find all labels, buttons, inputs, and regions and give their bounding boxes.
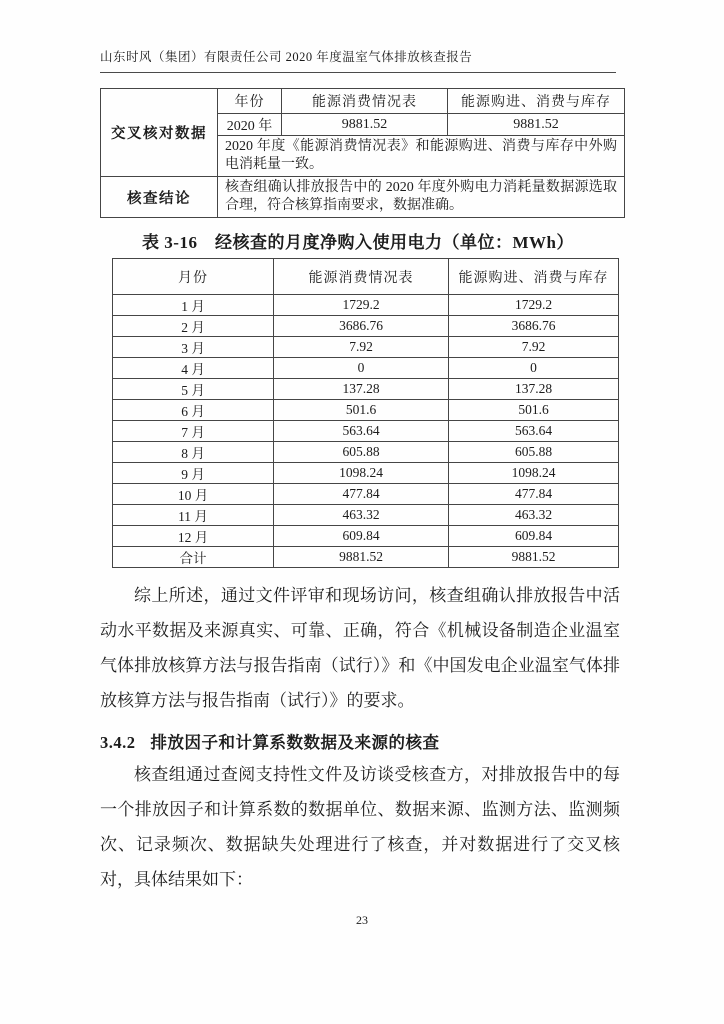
- table-row: [113, 526, 619, 547]
- cross-check-note: 2020 年度《能源消费情况表》和能源购进、消费与库存中外购电消耗量一致。: [218, 136, 625, 177]
- value-cell: 605.88: [274, 442, 449, 463]
- table-row: [113, 295, 619, 316]
- value-cell: 1729.2: [274, 295, 449, 316]
- page-header: [100, 47, 616, 73]
- month-cell: 7 月: [113, 421, 274, 442]
- table-row: [113, 379, 619, 400]
- month-cell: 5 月: [113, 379, 274, 400]
- value-cell: 0: [274, 358, 449, 379]
- table-row: [101, 89, 625, 114]
- monthly-table-title: 表 3-16 经核查的月度净购入使用电力（单位：MWh）: [142, 233, 574, 252]
- value-cell: 463.32: [449, 505, 619, 526]
- month-cell: 6 月: [113, 400, 274, 421]
- column-header-energy-report: 能源消费情况表: [282, 89, 448, 114]
- table-header-row: [113, 259, 619, 295]
- table-row: [113, 463, 619, 484]
- column-header-year: 年份: [218, 89, 282, 114]
- total-row: [113, 547, 619, 568]
- section-number: 3.4.2: [100, 733, 136, 752]
- value-cell: 3686.76: [449, 316, 619, 337]
- purchase-value-cell: 9881.52: [448, 114, 625, 136]
- month-cell: 10 月: [113, 484, 274, 505]
- month-cell: 9 月: [113, 463, 274, 484]
- total-label-cell: 合计: [113, 547, 274, 568]
- section-title: 排放因子和计算系数数据及来源的核查: [150, 733, 440, 752]
- value-cell: 477.84: [449, 484, 619, 505]
- month-cell: 12 月: [113, 526, 274, 547]
- value-cell: 1729.2: [449, 295, 619, 316]
- value-cell: 501.6: [449, 400, 619, 421]
- value-cell: 7.92: [274, 337, 449, 358]
- value-cell: 563.64: [449, 421, 619, 442]
- total-value-cell: 9881.52: [274, 547, 449, 568]
- table-row: [113, 484, 619, 505]
- conclusion-label: 核查结论: [101, 177, 218, 218]
- value-cell: 609.84: [274, 526, 449, 547]
- table-row: [113, 442, 619, 463]
- month-cell: 1 月: [113, 295, 274, 316]
- conclusion-text: 核查组确认排放报告中的 2020 年度外购电力消耗量数据源选取合理，符合核算指南要求，数据准确。: [218, 177, 625, 218]
- table-row: [113, 505, 619, 526]
- year-cell: 2020 年: [218, 114, 282, 136]
- page-number: 23: [356, 913, 368, 927]
- column-header-energy-report: 能源消费情况表: [274, 259, 449, 295]
- section-heading: [100, 729, 620, 753]
- table-row: [101, 177, 625, 218]
- cross-check-section-label: 交叉核对数据: [101, 89, 218, 177]
- value-cell: 463.32: [274, 505, 449, 526]
- table-row: [113, 400, 619, 421]
- table-row: [113, 316, 619, 337]
- total-value-cell: 9881.52: [449, 547, 619, 568]
- factors-paragraph: 核查组通过查阅支持性文件及访谈受核查方，对排放报告中的每一个排放因子和计算系数的数据单位、数据来源、监测方法、监测频次、记录频次、数据缺失处理进行了核查，并对数据进行了交叉核对，具体结果如下：: [100, 765, 620, 889]
- table-row: [113, 337, 619, 358]
- header-title: 山东时风（集团）有限责任公司 2020 年度温室气体排放核查报告: [100, 50, 473, 64]
- column-header-purchase: 能源购进、消费与库存: [448, 89, 625, 114]
- month-cell: 3 月: [113, 337, 274, 358]
- month-cell: 2 月: [113, 316, 274, 337]
- value-cell: 7.92: [449, 337, 619, 358]
- month-cell: 11 月: [113, 505, 274, 526]
- value-cell: 609.84: [449, 526, 619, 547]
- value-cell: 501.6: [274, 400, 449, 421]
- value-cell: 563.64: [274, 421, 449, 442]
- value-cell: 1098.24: [274, 463, 449, 484]
- value-cell: 1098.24: [449, 463, 619, 484]
- column-header-month: 月份: [113, 259, 274, 295]
- cross-check-table: [100, 88, 625, 218]
- monthly-electricity-table: [112, 258, 619, 568]
- value-cell: 605.88: [449, 442, 619, 463]
- column-header-purchase: 能源购进、消费与库存: [449, 259, 619, 295]
- month-cell: 8 月: [113, 442, 274, 463]
- value-cell: 3686.76: [274, 316, 449, 337]
- value-cell: 477.84: [274, 484, 449, 505]
- value-cell: 137.28: [274, 379, 449, 400]
- month-cell: 4 月: [113, 358, 274, 379]
- energy-report-value-cell: 9881.52: [282, 114, 448, 136]
- table-row: [113, 358, 619, 379]
- summary-paragraph: 综上所述，通过文件评审和现场访问，核查组确认排放报告中活动水平数据及来源真实、可靠、正确，符合《机械设备制造企业温室气体排放核算方法与报告指南（试行）》和《中国发电企业温室气体排放核算方法与报告指南（试行）》的要求。: [100, 586, 620, 710]
- value-cell: 137.28: [449, 379, 619, 400]
- table-row: [113, 421, 619, 442]
- value-cell: 0: [449, 358, 619, 379]
